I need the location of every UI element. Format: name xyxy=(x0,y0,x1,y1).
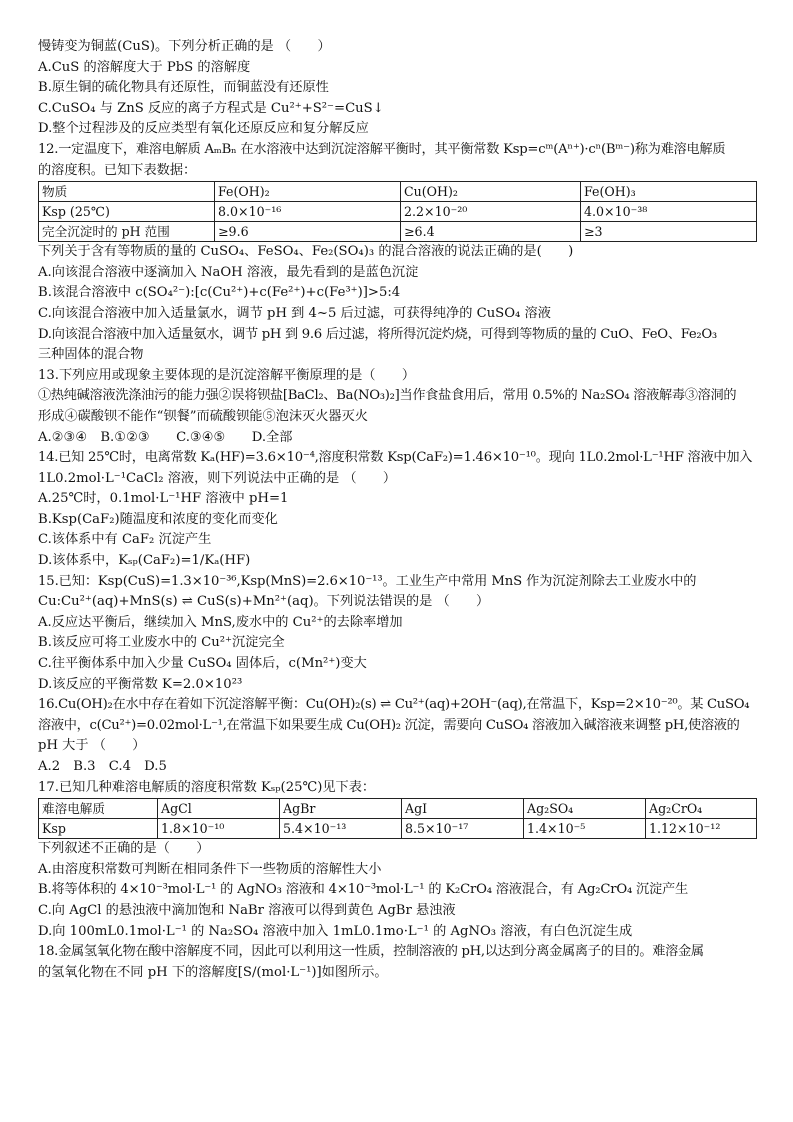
q12-question: 下列关于含有等物质的量的 CuSO₄、FeSO₄、Fe₂(SO₄)₃ 的混合溶液的说法正确的是( ) xyxy=(38,244,574,260)
q16-stem-line3: pH 大于 （ ） xyxy=(38,738,146,754)
q16-stem-line1: 16.Cu(OH)₂在水中存在着如下沉淀溶解平衡：Cu(OH)₂(s) ⇌ Cu²⁺(aq)+2OH⁻(aq),在常温下，Ksp=2×10⁻²⁰。某 CuSO₄ xyxy=(38,697,750,713)
q18-stem-line1: 18.金属氢氧化物在酸中溶解度不同，因此可以利用这一性质，控制溶液的 pH,以达到分离金属离子的目的。难溶金属 xyxy=(38,944,704,960)
option-b: B.该反应可将工业废水中的 Cu²⁺沉淀完全 xyxy=(38,635,285,651)
option-d: D.向该混合溶液中加入适量氨水，调节 pH 到 9.6 后过滤，将所得沉淀灼烧，可得到等物质的量的 CuO、FeO、Fe₂O₃ xyxy=(38,326,717,342)
option-d-cont: 三种固体的混合物 xyxy=(38,347,144,363)
question-12 xyxy=(38,140,760,366)
q15-stem-line2: Cu:Cu²⁺(aq)+MnS(s) ⇌ CuS(s)+Mn²⁺(aq)。下列说法错误的是 （ ） xyxy=(38,594,490,610)
q15-stem-line1: 15.已知：Ksp(CuS)=1.3×10⁻³⁶,Ksp(MnS)=2.6×10⁻¹³。工业生产中常用 MnS 作为沉淀剂除去工业废水中的 xyxy=(38,573,697,589)
table-cell: Ksp xyxy=(39,819,158,839)
table-cell: Ksp (25℃) xyxy=(39,202,215,222)
option-b: B.该混合溶液中 c(SO₄²⁻):[c(Cu²⁺)+c(Fe²⁺)+c(Fe³⁺)]>5:4 xyxy=(38,285,401,301)
question-13 xyxy=(38,366,760,448)
question-17 xyxy=(38,778,760,943)
option-c: C.向 AgCl 的悬浊液中滴加饱和 NaBr 溶液可以得到黄色 AgBr 悬浊液 xyxy=(38,902,456,918)
table-row xyxy=(39,799,757,819)
table-cell: 5.4×10⁻¹³ xyxy=(280,819,402,839)
option-a: A.由溶度积常数可判断在相同条件下一些物质的溶解性大小 xyxy=(38,861,382,877)
q13-items-line2: 形成④碳酸钡不能作“钡餐”而硫酸钡能⑤泡沫灭火器灭火 xyxy=(38,408,368,424)
table-cell: Ag₂CrO₄ xyxy=(646,799,757,819)
q17-question: 下列叙述不正确的是（ ） xyxy=(38,841,210,857)
table-cell: 8.5×10⁻¹⁷ xyxy=(402,819,524,839)
q14-stem-line2: 1L0.2mol·L⁻¹CaCl₂ 溶液，则下列说法中正确的是 （ ） xyxy=(38,470,397,486)
table-cell: 难溶电解质 xyxy=(39,799,158,819)
q16-stem-line2: 溶液中，c(Cu²⁺)=0.02mol·L⁻¹,在常温下如果要生成 Cu(OH)₂ 沉淀，需要向 CuSO₄ 溶液加入碱溶液来调整 pH,使溶液的 xyxy=(38,717,740,733)
option-b: B.将等体积的 4×10⁻³mol·L⁻¹ 的 AgNO₃ 溶液和 4×10⁻³mol·L⁻¹ 的 K₂CrO₄ 溶液混合，有 Ag₂CrO₄ 沉淀产生 xyxy=(38,882,688,898)
table-cell: 1.12×10⁻¹² xyxy=(646,819,757,839)
option-c: C.往平衡体系中加入少量 CuSO₄ 固体后，c(Mn²⁺)变大 xyxy=(38,656,367,672)
table-row xyxy=(39,222,757,242)
option-a: A.反应达平衡后，继续加入 MnS,废水中的 Cu²⁺的去除率增加 xyxy=(38,614,403,630)
table-cell: Ag₂SO₄ xyxy=(524,799,646,819)
q13-options: A.②③④ B.①②③ C.③④⑤ D.全部 xyxy=(38,429,293,445)
option-c: C.CuSO₄ 与 ZnS 反应的离子方程式是 Cu²⁺+S²⁻=CuS↓ xyxy=(38,100,384,116)
exam-page xyxy=(38,37,760,983)
q17-stem: 17.已知几种难溶电解质的溶度积常数 Kₛₚ(25℃)见下表： xyxy=(38,779,376,795)
table-cell: 1.8×10⁻¹⁰ xyxy=(158,819,280,839)
option-c: C.向该混合溶液中加入适量氯水，调节 pH 到 4~5 后过滤，可获得纯净的 CuSO₄ 溶液 xyxy=(38,305,551,321)
q11-options xyxy=(38,37,760,140)
q18-stem-line2: 的氢氧化物在不同 pH 下的溶解度[S/(mol·L⁻¹)]如图所示。 xyxy=(38,964,388,980)
q17-table xyxy=(38,798,757,839)
option-b: B.Ksp(CaF₂)随温度和浓度的变化而变化 xyxy=(38,511,278,527)
table-cell: 2.2×10⁻²⁰ xyxy=(401,202,581,222)
table-row xyxy=(39,202,757,222)
table-cell: 物质 xyxy=(39,182,215,202)
table-cell: AgI xyxy=(402,799,524,819)
option-a: A.CuS 的溶解度大于 PbS 的溶解度 xyxy=(38,59,251,75)
table-cell: AgCl xyxy=(158,799,280,819)
table-cell: 4.0×10⁻³⁸ xyxy=(581,202,757,222)
q16-options: A.2 B.3 C.4 D.5 xyxy=(38,759,167,774)
table-cell: ≥9.6 xyxy=(215,222,401,242)
q12-table xyxy=(38,181,757,242)
option-a: A.25℃时，0.1mol·L⁻¹HF 溶液中 pH=1 xyxy=(38,491,289,507)
table-cell: Fe(OH)₂ xyxy=(215,182,401,202)
table-row xyxy=(39,182,757,202)
question-16 xyxy=(38,695,760,777)
option-d: D.整个过程涉及的反应类型有氧化还原反应和复分解反应 xyxy=(38,121,369,137)
table-cell: Cu(OH)₂ xyxy=(401,182,581,202)
table-cell: 完全沉淀时的 pH 范围 xyxy=(39,222,215,242)
option-d: D.该反应的平衡常数 K=2.0×10²³ xyxy=(38,676,243,692)
q13-items-line1: ①热纯碱溶液洗涤油污的能力强②误将钡盐[BaCl₂、Ba(NO₃)₂]当作食盐食用后，常用 0.5%的 Na₂SO₄ 溶液解毒③溶洞的 xyxy=(38,388,737,404)
option-d: D.向 100mL0.1mol·L⁻¹ 的 Na₂SO₄ 溶液中加入 1mL0.1mo·L⁻¹ 的 AgNO₃ 溶液，有白色沉淀生成 xyxy=(38,923,633,939)
q14-stem-line1: 14.已知 25℃时，电离常数 Kₐ(HF)=3.6×10⁻⁴,溶度积常数 Ksp(CaF₂)=1.46×10⁻¹⁰。现向 1L0.2mol·L⁻¹HF 溶液中加入 xyxy=(38,450,753,466)
q13-stem: 13.下列应用或现象主要体现的是沉淀溶解平衡原理的是（ ） xyxy=(38,367,416,383)
option-b: B.原生铜的硫化物具有还原性，而铜蓝没有还原性 xyxy=(38,80,329,96)
table-row xyxy=(39,819,757,839)
table-cell: ≥3 xyxy=(581,222,757,242)
table-cell: 8.0×10⁻¹⁶ xyxy=(215,202,401,222)
question-14 xyxy=(38,448,760,572)
table-cell: Fe(OH)₃ xyxy=(581,182,757,202)
table-cell: AgBr xyxy=(280,799,402,819)
table-cell: ≥6.4 xyxy=(401,222,581,242)
option-c: C.该体系中有 CaF₂ 沉淀产生 xyxy=(38,532,212,548)
question-15 xyxy=(38,572,760,696)
option-d: D.该体系中，Kₛₚ(CaF₂)=1/Kₐ(HF) xyxy=(38,553,251,569)
text-line: 慢铸变为铜蓝(CuS)。下列分析正确的是 （ ） xyxy=(38,39,331,54)
q12-stem-line1: 12.一定温度下，难溶电解质 AₘBₙ 在水溶液中达到沉淀溶解平衡时，其平衡常数 Ksp=cᵐ(Aⁿ⁺)·cⁿ(Bᵐ⁻)称为难溶电解质 xyxy=(38,141,726,157)
option-a: A.向该混合溶液中逐滴加入 NaOH 溶液，最先看到的是蓝色沉淀 xyxy=(38,264,419,280)
table-cell: 1.4×10⁻⁵ xyxy=(524,819,646,839)
q12-stem-line2: 的溶度积。已知下表数据： xyxy=(38,162,197,178)
question-18 xyxy=(38,942,760,983)
